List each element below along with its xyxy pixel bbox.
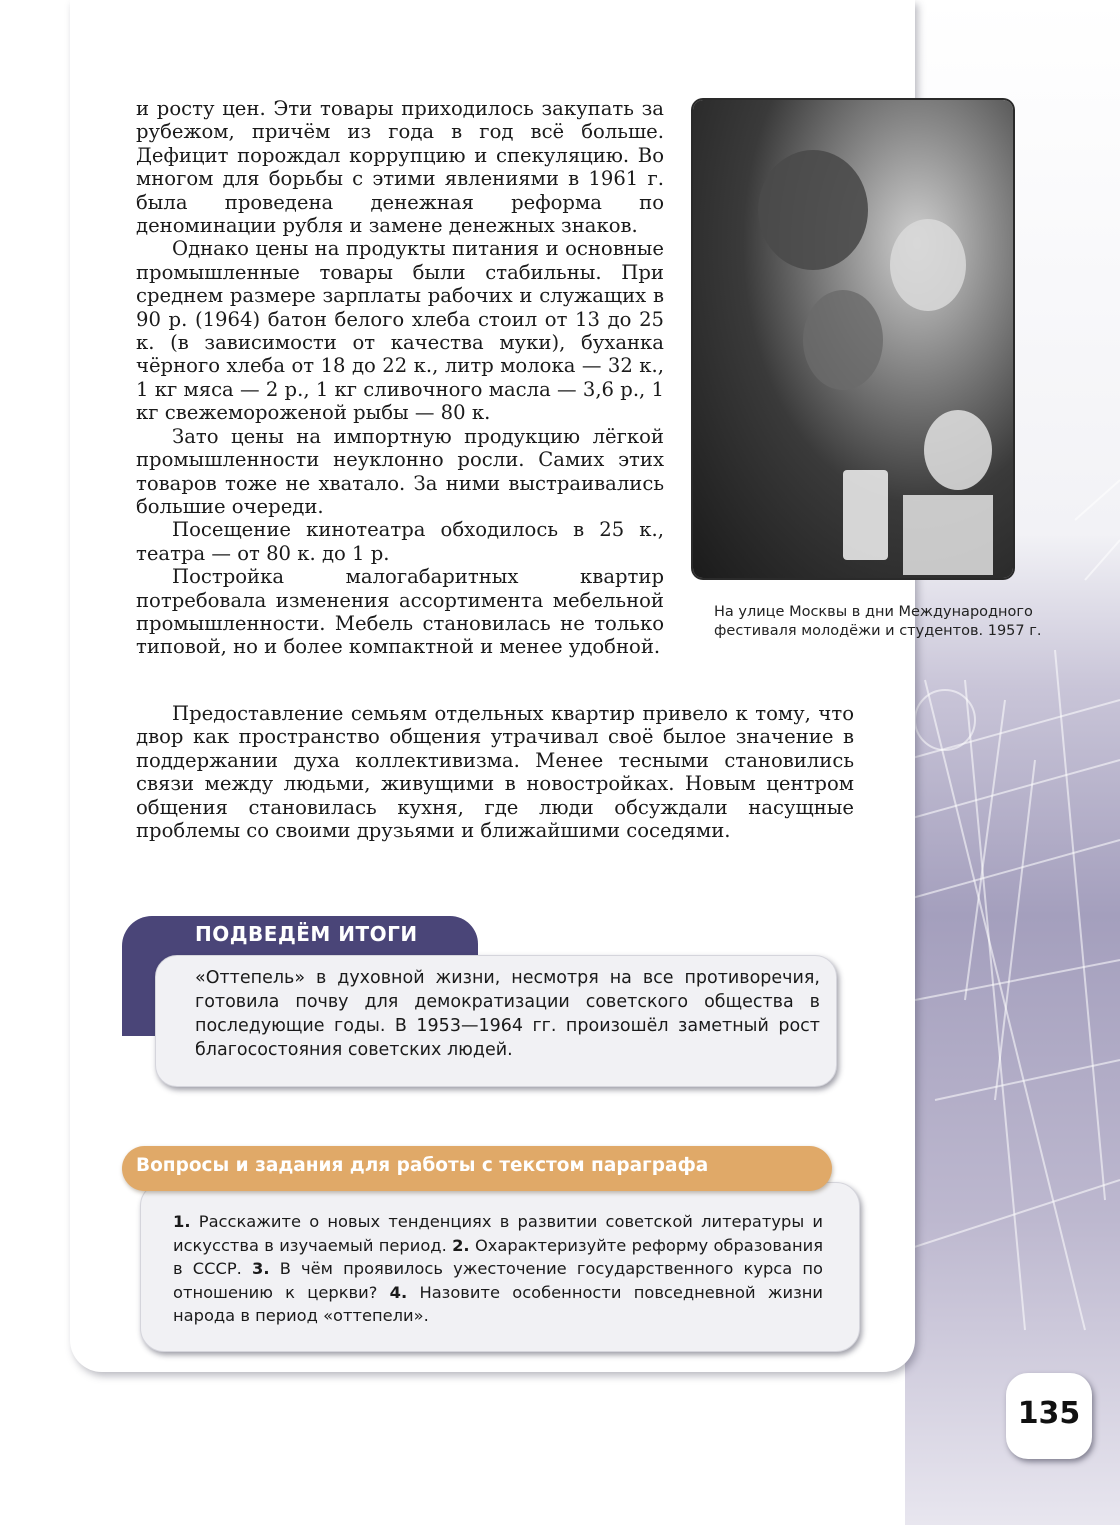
paragraph: Предоставление семьям отдельных квартир привело к тому, что двор как пространство общения утрачивал своё былое значение в поддержании духа коллективизма. Менее тесными становились связи между людьми, живущими в новостройках. Новым центром общения становилась кухня, где люди обсуждали насущные проблемы со своими друзьями и ближайшими соседями.	[136, 702, 854, 843]
question-number: 2.	[452, 1235, 470, 1255]
paragraph: Зато цены на импортную продукцию лёгкой промышленности неуклонно росли. Самих этих товаров тоже не хватало. За ними выстраивались большие очереди.	[136, 424, 664, 518]
questions-title: Вопросы и задания для работы с текстом параграфа	[136, 1155, 709, 1176]
paragraph: Постройка малогабаритных квартир потребовала изменения ассортимента мебельной промышленности. Мебель становилась не только типовой, но и более компактной и менее удобной.	[136, 565, 664, 659]
question-item: В чём проявилось ужесточение государственного курса по отношению к церкви?	[173, 1259, 823, 1302]
question-item: Расскажите о новых тенденциях в развитии советской литературы и искусства в изучаемый период.	[173, 1212, 823, 1255]
question-number: 1.	[173, 1212, 191, 1231]
question-number: 3.	[252, 1259, 270, 1279]
page-number: 135	[1017, 1396, 1081, 1431]
question-item: Охарактеризуйте реформу образования в СССР.	[173, 1235, 823, 1279]
paragraph: Посещение кинотеатра обходилось в 25 к., театра — от 80 к. до 1 р.	[136, 518, 664, 565]
question-number: 4.	[389, 1282, 408, 1302]
photo-caption: На улице Москвы в дни Международного фестиваля молодёжи и студентов. 1957 г.	[714, 604, 1042, 639]
photo-people-icon	[693, 100, 1013, 578]
summary-text: «Оттепель» в духовной жизни, несмотря на все противоречия, готовила почву для демократизации советского общества в последующие годы. В 1953—1964 гг. произошёл заметный рост благосостояния советских людей.	[195, 968, 820, 1060]
questions-text	[173, 1210, 823, 1328]
main-text-column	[136, 97, 664, 659]
question-item: Назовите особенности повседневной жизни народа в период «оттепели».	[173, 1282, 823, 1326]
paragraph: и росту цен. Эти товары приходилось закупать за рубежом, причём из года в год всё больше. Дефицит порождал коррупцию и спекуляцию. Во многом для борьбы с этими явлениями в 1961 г. была проведена денежная реформа по деноминации рубля и замене денежных знаков.	[136, 97, 664, 238]
summary-title: ПОДВЕДЁМ ИТОГИ	[195, 922, 418, 946]
main-text-full	[136, 702, 854, 842]
historical-photo	[693, 100, 1013, 578]
paragraph: Однако цены на продукты питания и основные промышленные товары были стабильны. При среднем размере зарплаты рабочих и служащих в 90 р. (1964) батон белого хлеба стоил от 13 до 25 к. (в зависимости от качества муки), буханка чёрного хлеба от 18 до 22 к., литр молока — 32 к., 1 кг мяса — 2 р., 1 кг сливочного масла — 3,6 р., 1 кг свежемороженой рыбы — 80 к.	[136, 237, 664, 425]
